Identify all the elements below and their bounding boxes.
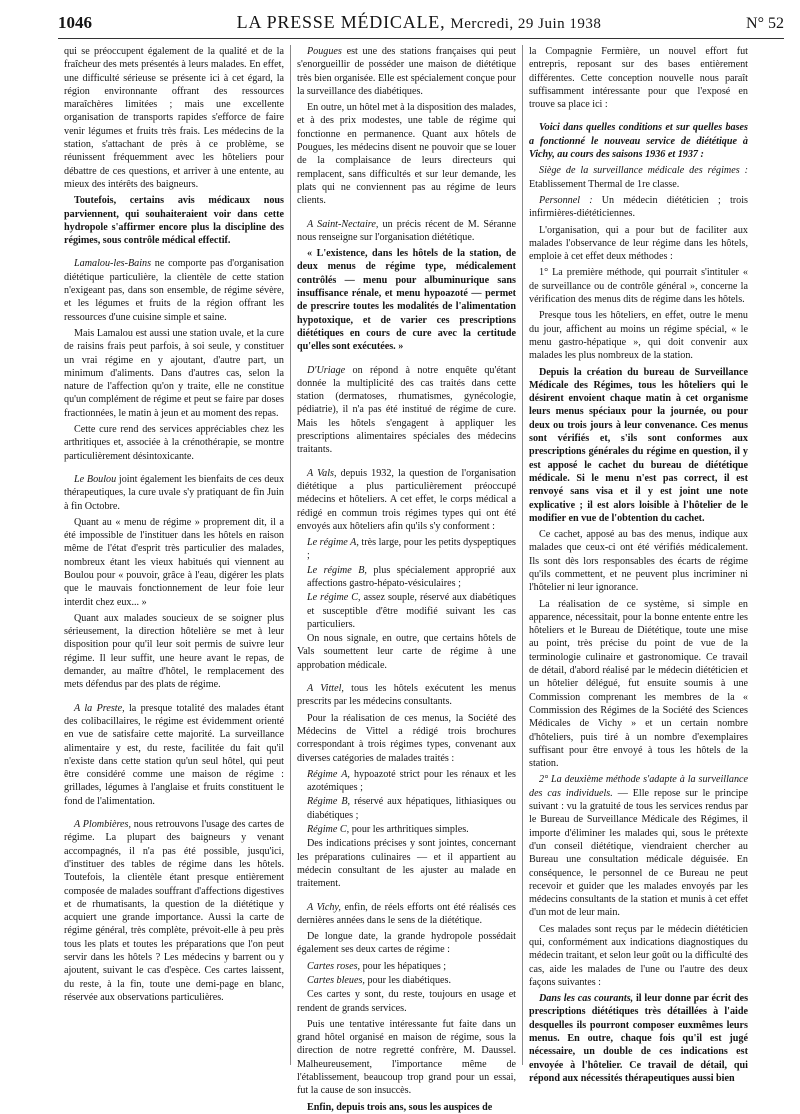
list-item	[297, 591, 516, 631]
paragraph	[529, 992, 748, 1085]
paragraph: Mais Lamalou est aussi une station uvale, et la cure de raisins frais peut parfois, à soi seule, y constituer un vrai régime en y ajoutant, d'autre part, un minimum d'aliments. Dans d'autres cas, selon la nature de l'affection qu'on y traite, elle ne constitue qu'un complément de régime et peut se faire par doses fractionnées, le matin à jeun et au moment des repas.	[64, 327, 284, 419]
page-number: 1046	[58, 13, 92, 32]
list-item-text: pour les hépatiques ;	[360, 960, 447, 972]
paragraph: qui se préoccupent également de la qualité et de la fraîcheur des mets présentés à leurs malades. En effet, une difficulté sérieuse se présente ici à cet égard, la région environnante offrant des ressources maraîchères limitées ; mais une excellente organisation de transports rapides s'efforce de faire venir légumes et fruits très frais. Les médecins de la station, s'attachant de près à ce problème, se réunissent fréquemment avec les hôteliers pour débattre de ces questions, et arriver à une entente, au mieux des intérêts des baigneurs.	[64, 46, 284, 190]
list-item	[297, 974, 516, 987]
field-label: Siège de la surveillance médicale des régimes :	[539, 165, 748, 177]
list-item-text: réservé aux hépatiques, lithiasiques ou diabétiques ;	[307, 796, 516, 821]
paragraph-text: un précis récent de M. Séranne nous renseigne sur l'organisation diététique.	[297, 218, 516, 243]
list-item-text: pour les arthritiques simples.	[349, 824, 469, 836]
station-name: Lamalou-les-Bains	[74, 258, 152, 270]
station-name: A Vittel,	[307, 683, 344, 695]
regime-name: Régime A,	[307, 768, 350, 780]
list-item	[297, 564, 516, 591]
paragraph	[529, 164, 748, 191]
paragraph	[529, 773, 748, 919]
paragraph	[64, 702, 284, 808]
paragraph	[297, 45, 516, 98]
paragraph-text: enfin, de réels efforts ont été réalisés ces dernières années dans le sens de la diététique.	[297, 901, 516, 926]
paragraph: Depuis la création du bureau de Surveillance Médicale des Régimes, tous les hôteliers qui le désirent envoient chaque matin à cet organisme leurs menus spéciaux pour la journée, ou pour deux ou trois jours à leur convenance. Ces menus sont vérifiés et, s'ils sont conformes aux prescriptions générales du régime en question, il y est apposé le cachet du bureau de diététique médicale. Si le menu n'est pas correct, il est renvoyé sans visa et il y est joint une note explicative ; il est alors loisible à l'hôtelier de le modifier en vue de l'obtention du cachet.	[529, 366, 748, 524]
paragraph	[529, 194, 748, 221]
list-item-text: assez souple, réservé aux diabétiques et susceptible d'être modifié suivant les cas particuliers.	[307, 592, 516, 630]
paragraph	[297, 364, 516, 457]
paragraph: L'organisation, qui a pour but de faciliter aux malades l'observance de leur régime dans les hôtels, emploie à cet effet deux méthodes :	[529, 224, 748, 263]
paragraph: Toutefois, certains avis médicaux nous parviennent, qui souhaiteraient voir dans cette hydropole s'affirmer encore plus la discipline des régimes, sous contrôle médical effectif.	[64, 195, 284, 247]
list-item	[297, 536, 516, 563]
paragraph: 1° La première méthode, qui pourrait s'intituler « de surveillance ou de contrôle général », concerne la vérification des menus dits de régime dans les hôtels.	[529, 267, 748, 306]
paragraph: Puis une tentative intéressante fut faite dans un grand hôtel organisé en maison de régime, sous la direction de notre regretté confrère, M. Daussel. Malheureusement, l'importance même de l'établissement, beaucoup trop grand pour un essai, fut la cause de son insuccès.	[297, 1018, 516, 1097]
paragraph	[64, 257, 284, 323]
paragraph: La réalisation de ce système, si simple en apparence, nécessitait, pour la bonne entente entre les hôteliers et le Bureau de Diététique, toute une mise au point, très précise du point de vue de la terminologie culinaire et gastronomique. Ce travail de détail, d'abord réalisé par le médecin diététicien et un hôtelier délégué, fut ensuite soumis à une Commission comprenant les membres de la « Commission des Régimes de la Société des Sciences Médicales de Vichy » et un certain nombre d'hôteliers, puis tiré à un nombre d'exemplaires suffisant pour être envoyé à tous les hôtels de la station.	[529, 598, 748, 770]
list-item	[297, 768, 516, 795]
list-item-text: hypoazoté strict pour les rénaux et les azotémiques ;	[307, 768, 516, 794]
paragraph-text: est une des stations françaises qui peut s'enorgueillir de posséder une maison de diététique très bien organisée. Elle est spécialement conçue pour la surveillance des diabétiques.	[297, 46, 516, 97]
paragraph: Pour la réalisation de ces menus, la Société des Médecins de Vittel a rédigé trois brochures correspondant à trois régimes types, convenant aux diverses catégories de malades traités :	[297, 712, 516, 764]
paragraph: la Compagnie Fermière, un nouvel effort fut entrepris, reposant sur des bases entièrement différentes. Cette conception nouvelle nous paraît suffisamment intéressante pour que l'exposé en trouve sa place ici :	[529, 46, 748, 111]
regime-name: Le régime C,	[307, 592, 361, 604]
paragraph	[297, 682, 516, 709]
paragraph-text: — Elle repose sur le principe suivant : vu la gratuité de tous les services rendus par le Bureau de Surveillance Médicale des Régimes, il importe d'éliminer les malades qui, sous le prétexte d'un conseil diététique, viendraient chercher au Bureau une consultation médicale déguisée. En conséquence, le personnel de ce Bureau ne peut recevoir et guider que les malades envoyés par les médecins consultants de la station et munis à cet effet d'un mot de leur main.	[529, 787, 748, 919]
method-heading: 2° La deuxième méthode s'adapte à la surveillance des cas individuels.	[529, 774, 748, 799]
card-name: Cartes roses,	[307, 960, 361, 972]
list-item-text: très large, pour les petits dyspeptiques ;	[307, 537, 516, 562]
station-name: Le Boulou	[74, 473, 117, 485]
paragraph	[64, 818, 284, 1004]
column-1	[58, 45, 290, 1065]
paragraph: De longue date, la grande hydropole possédait également ses deux cartes de régime :	[297, 931, 516, 956]
regime-name: Le régime A,	[307, 537, 359, 549]
card-name: Cartes bleues,	[307, 975, 365, 986]
journal-name: LA PRESSE MÉDICALE,	[236, 12, 446, 32]
paragraph	[297, 218, 516, 245]
paragraph	[64, 473, 284, 513]
quotation: « L'existence, dans les hôtels de la station, de deux menus de régime type, médicalement contrôlés — menu pour albuminurique sans insuffisance rénale, et menu hypoazoté — permet de prescrire toutes les modalités de l'alimentation hypotoxique, et de varier ces prescriptions diététiques en cours de cure avec la certitude qu'elles sont exécutées. »	[297, 248, 516, 353]
station-name: A Plombières,	[74, 819, 131, 831]
paragraph-text: Un médecin diététicien ; trois infirmières-diététiciennes.	[529, 194, 748, 220]
list-item	[297, 960, 516, 973]
paragraph-text: nous retrouvons l'usage des cartes de régime. La plupart des baigneurs y venant accompagnés, il n'a pas été possible, jusqu'ici, d'instituer des tables de régime dans les hôtels. Toutefois, la clientèle étant presque entièrement composée de malades souffrant d'affections digestives et de rhumatisants, la question de la diététique y acquiert une grande importance. Aussi la carte de régime général, très complète, prévoit-elle à peu près tous les plats et toutes les préparations que l'on peut servir dans les hôtels ? Les médecins y barrent ou y ajoutent, suivant le cas d'espèce. Ces cartes laissent, du reste, à la fin, toute une demi-page en blanc, réservée aux observations particulières.	[64, 819, 284, 1003]
regime-name: Régime C,	[307, 824, 350, 836]
column-3	[522, 45, 754, 1084]
list-item	[297, 795, 516, 822]
column-2	[290, 45, 522, 1113]
station-name: A Vichy,	[307, 901, 341, 913]
page-header	[58, 12, 784, 39]
regime-name: Le régime B,	[307, 564, 367, 576]
paragraph: Ces cartes y sont, du reste, toujours en usage et rendent de grands services.	[297, 989, 516, 1014]
paragraph-text: depuis 1932, la question de l'organisation diététique a plus particulièrement préoccupé médecins et hôteliers. A cet effet, le corps médical a rédigé en commun trois régimes types qui ont été envoyés aux hôteliers afin qu'ils s'y conforment :	[297, 467, 516, 532]
station-name: A Saint-Nectaire,	[307, 218, 379, 230]
issue-number: N° 52	[746, 15, 784, 32]
section-intro: Voici dans quelles conditions et sur quelles bases a fonctionné le nouveau service de diététique à Vichy, au cours des saisons 1936 et 1937 :	[529, 122, 748, 161]
station-name: A Vals,	[307, 467, 337, 479]
paragraph: Ce cachet, apposé au bas des menus, indique aux malades que ceux-ci ont été vérifiés médicalement. Ils sont dès lors responsables des écarts de régime qu'ils commettent, et ne peuvent plus incriminer ni l'hôtelier ni leur ignorance.	[529, 529, 748, 594]
paragraph	[297, 901, 516, 928]
paragraph: Quant au « menu de régime » proprement dit, il a été impossible de l'instituer dans les hôtels en raison même de l'état d'esprit très particulier des malades, nombreux étant les vieux habitués qui viennent au Boulou pour « pouvoir, grâce à l'eau, digérer les plats que le mauvais fonctionnement de leur foie leur interdit chez eux... »	[64, 516, 284, 608]
paragraph-text: joint également les bienfaits de ces deux thérapeutiques, la cure uvale s'y pratiquant de fin Juin à fin Octobre.	[64, 473, 285, 512]
paragraph: En outre, un hôtel met à la disposition des malades, et à des prix modestes, une table de régime qui fonctionne en permanence. Quant aux hôtels de Pougues, les médecins disent ne pouvoir que se louer de la complaisance de leurs directeurs qui remplacent, sans difficultés et sur leur demande, les plats qui ne conviennent pas au régime de leurs clients.	[297, 102, 516, 207]
paragraph-text: Etablissement Thermal de 1re classe.	[529, 178, 680, 190]
paragraph	[297, 467, 516, 533]
paragraph: Des indications précises y sont jointes, concernant les préparations culinaires — et il appartient au médecin consultant de les ajuster au malade en traitement.	[297, 838, 516, 890]
paragraph: Presque tous les hôteliers, en effet, outre le menu du jour, affichent au moins un régime spécial, « le menu gastro-hépatique », qui doit convenir aux malades les plus nombreux de la station.	[529, 310, 748, 362]
issue-date: Mercredi, 29 Juin 1938	[450, 16, 602, 32]
station-name: D'Uriage	[307, 364, 346, 376]
case-heading: Dans les cas courants,	[539, 993, 634, 1005]
paragraph: Enfin, depuis trois ans, sous les auspices de	[307, 1101, 493, 1113]
station-name: A la Preste,	[74, 702, 125, 714]
paragraph-text: tous les hôtels exécutent les menus prescrits par les médecins consultants.	[297, 683, 516, 708]
paragraph: Cette cure rend des services appréciables chez les arthritiques et, associée à la crénothérapie, se montre particulièrement désintoxicante.	[64, 424, 284, 462]
paragraph-text: on répond à notre enquête qu'étant donnée la multiplicité des cas traités dans cette station (dermatoses, rhumatismes, gynécologie, pédiatrie), il n'a pas été institué de régime de cure. Mais les hôtels s'engagent à appliquer les prescriptions alimentaires spéciales des médecins traitants.	[297, 364, 516, 456]
paragraph: Quant aux malades soucieux de se soigner plus sérieusement, la direction hôtelière se met à leur disposition pour qu'il leur soit permis de suivre leur régime. Il leur suffit, une heure avant le repas, de demander, au maître d'hôtel, le remplacement des mets défendus par des plats de régime.	[64, 612, 284, 691]
list-item-text: plus spécialement approprié aux affections gastro-hépato-vésiculaires ;	[307, 564, 516, 589]
list-item	[297, 823, 516, 836]
field-label: Personnel :	[539, 194, 593, 206]
station-name: Pougues	[307, 46, 342, 57]
list-item-text: pour les diabétiques.	[364, 975, 451, 986]
paragraph: On nous signale, en outre, que certains hôtels de Vals soumettent leur carte de régime à une approbation médicale.	[297, 633, 516, 671]
paragraph: Ces malades sont reçus par le médecin diététicien qui, conformément aux indications diagnostiques du médecin traitant, et selon leur goût ou la difficulté des cas, aide les malades de l'une ou l'autre des deux façons suivantes :	[529, 923, 748, 988]
journal-title-line	[237, 12, 602, 33]
paragraph-text: ne comporte pas d'organisation diététique particulière, la clientèle de cette station n'exigeant pas, dans son ensemble, de régime sévère, et les légumes et fruits de la région offrant les ressources d'une cuisine simple et saine.	[64, 258, 284, 323]
regime-name: Régime B,	[307, 796, 351, 808]
paragraph-text: la presque totalité des malades étant des colibacillaires, le régime est évidemment orienté en vue de satisfaire cette majorité. La surveillance alimentaire y est, du reste, facilitée du fait qu'il n'existe dans cette station qu'un seul hôtel, qui peut être considéré comme une maison de régime : grillades, légumes à l'anglaise et fruits constituent le fond de l'alimentation.	[64, 702, 284, 807]
article-columns	[58, 45, 784, 1113]
paragraph-text: il leur donne par écrit des prescriptions diététiques très détaillées à l'aide desquelles ils pourront composer euxmêmes leurs menus. En outre, chaque fois qu'il est jugé nécessaire, un double de ces indications est envoyée à l'hôtelier. Ce travail de détail, qui répond aux nécessités thérapeutiques aussi bien	[529, 993, 749, 1084]
